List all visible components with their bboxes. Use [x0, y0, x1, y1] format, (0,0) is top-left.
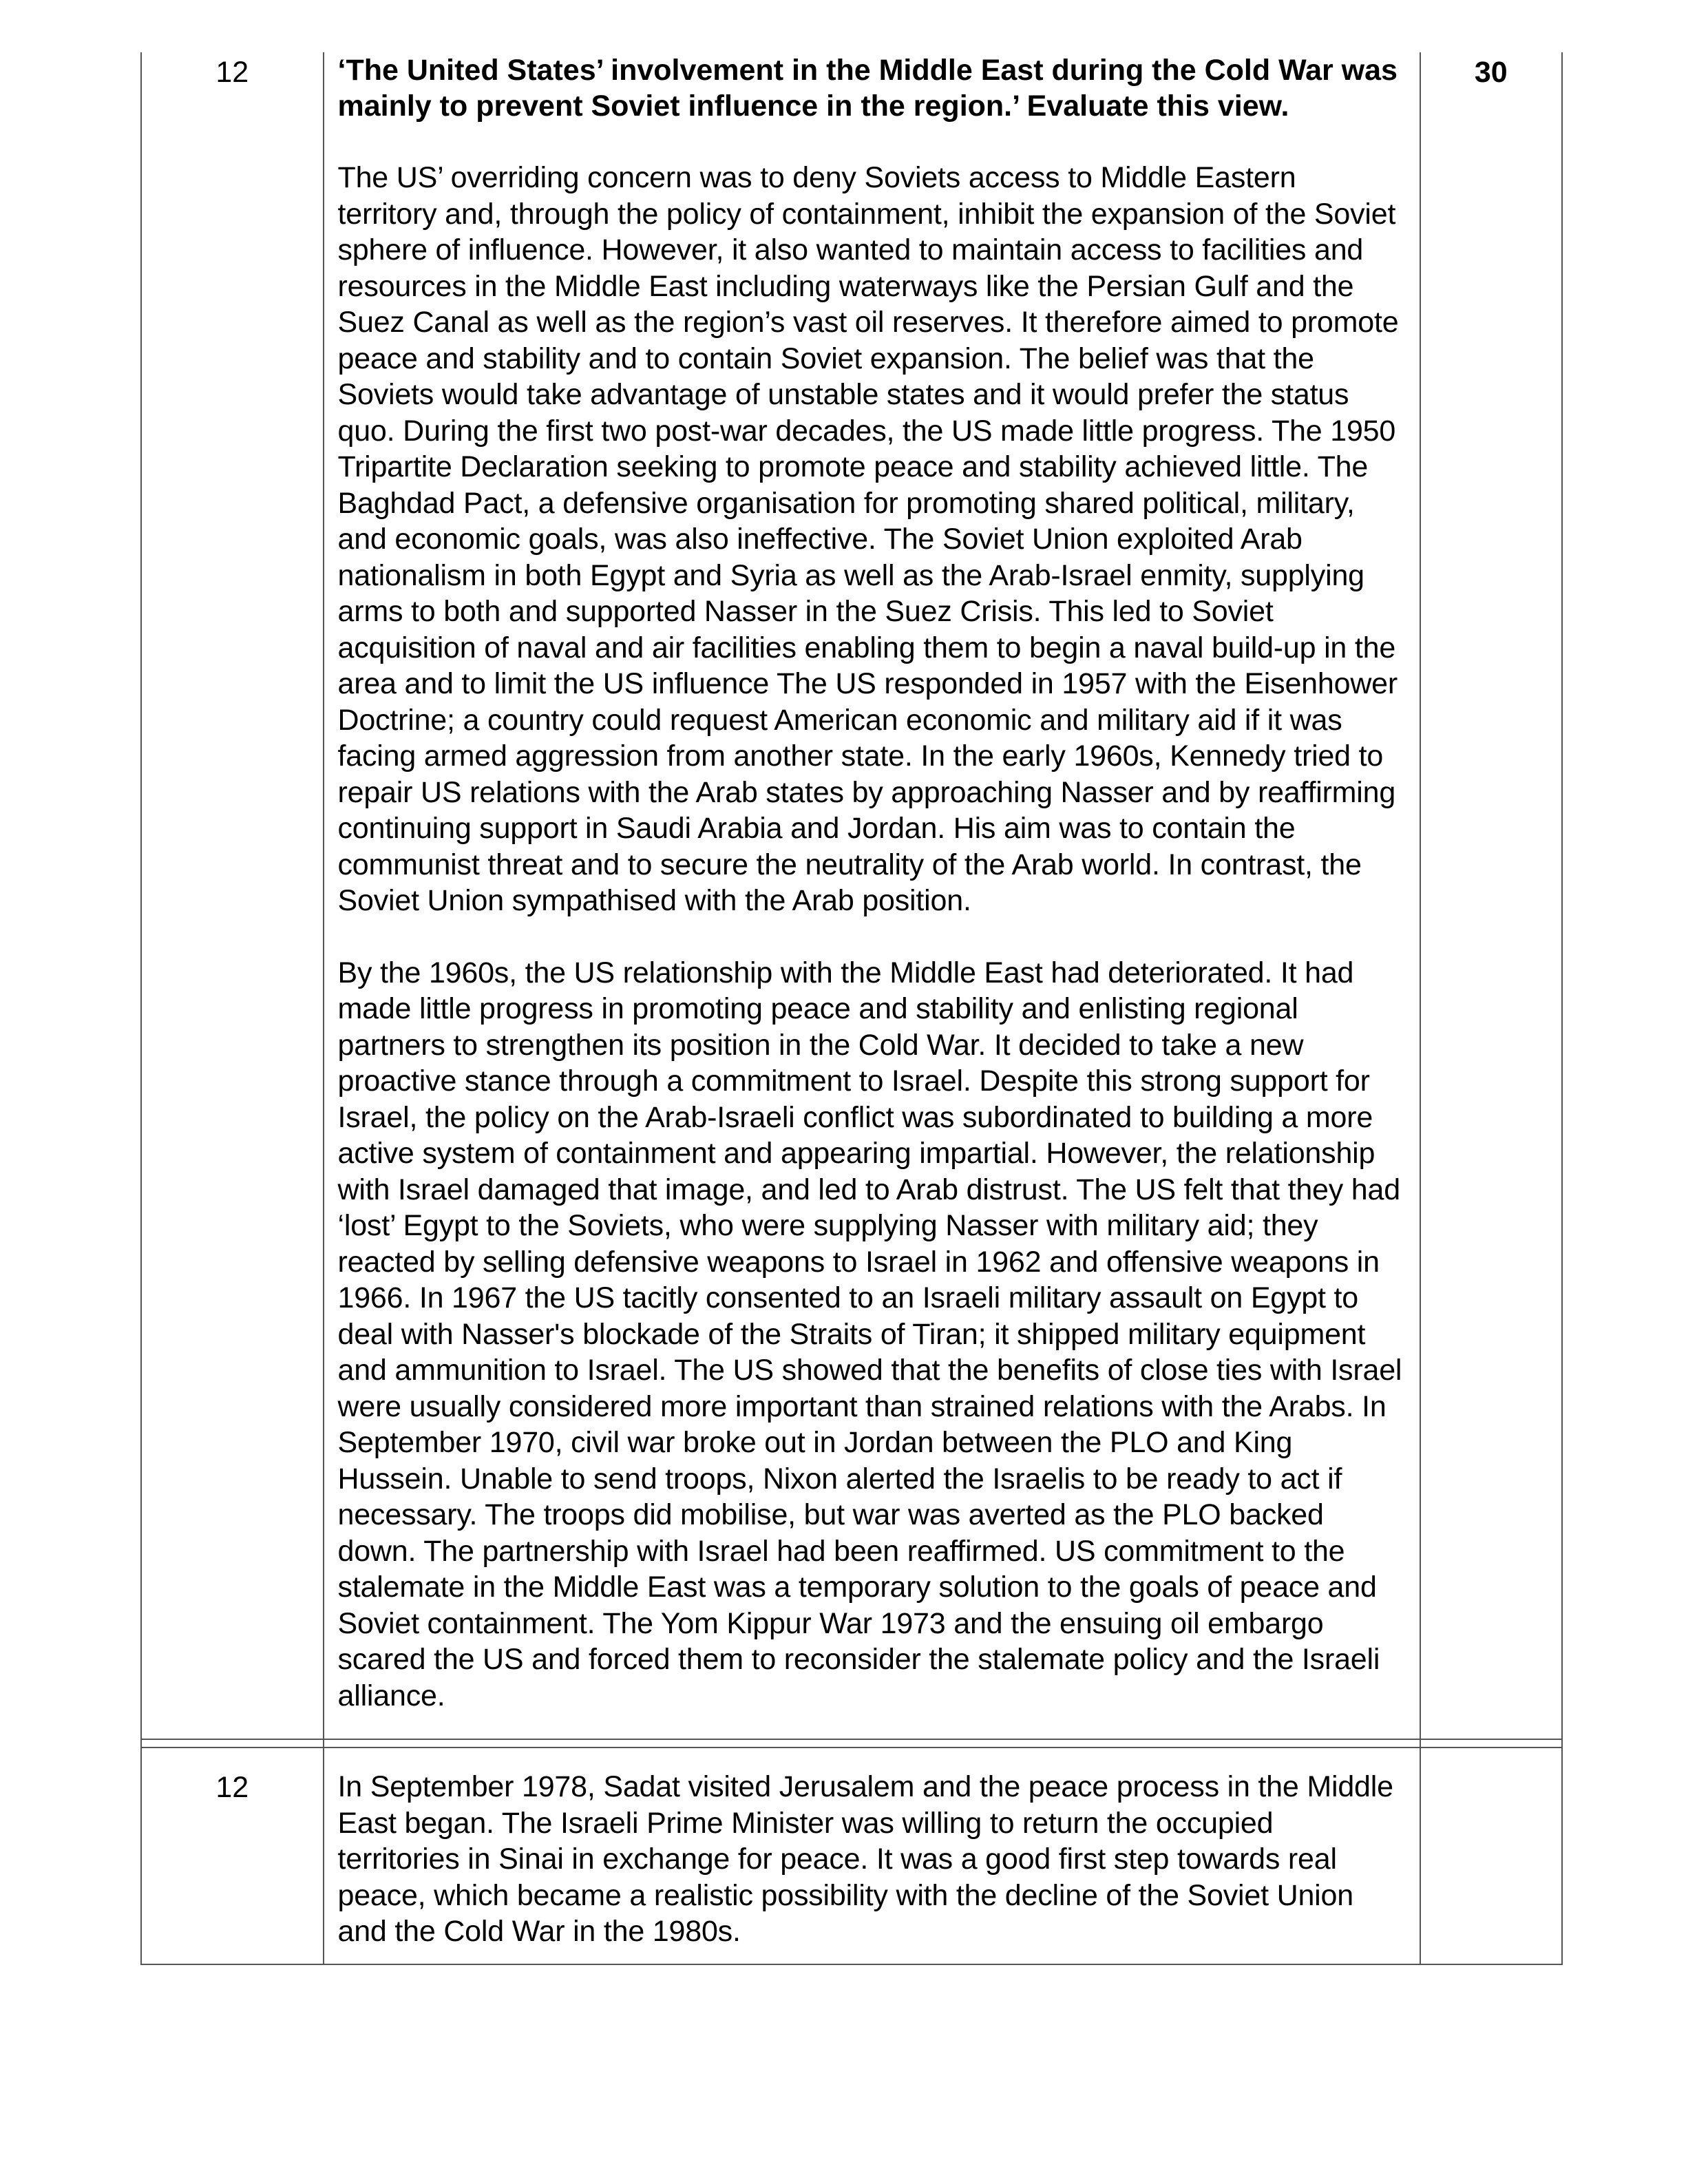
question-number: 12	[215, 1771, 249, 1804]
question-number-cell	[141, 52, 324, 1739]
answer-paragraph: In September 1978, Sadat visited Jerusalem and the peace process in the Middle East began. The Israeli Prime Minister was willing to return the occupied territories in Sinai in exchange for peace. It was a good first step towards real peace, which became a realistic possibility with the decline of the Soviet Union and the Cold War in the 1980s.	[337, 1770, 1393, 1948]
separator-cell	[324, 1739, 1420, 1748]
answer-cell	[324, 52, 1420, 1739]
question-number: 12	[215, 56, 249, 89]
separator-cell	[1420, 1739, 1562, 1748]
answer-paragraph: By the 1960s, the US relationship with the Middle East had deteriorated. It had made little progress in promoting peace and stability and enlisting regional partners to strengthen its position in the Cold War. It decided to take a new proactive stance through a commitment to Israel. Despite this strong support for Israel, the policy on the Arab-Israeli conflict was subordinated to building a more active system of containment and appearing impartial. However, the relationship with Israel damaged that image, and led to Arab distrust. The US felt that they had ‘lost’ Egypt to the Soviets, who were supplying Nasser with military aid; they reacted by selling defensive weapons to Israel in 1962 and offensive weapons in 1966. In 1967 the US tacitly consented to an Israeli military assault on Egypt to deal with Nasser's blockade of the Straits of Tiran; it shipped military equipment and ammunition to Israel. The US showed that the benefits of close ties with Israel were usually considered more important than strained relations with the Arabs. In September 1970, civil war broke out in Jordan between the PLO and King Hussein. Unable to send troops, Nixon alerted the Israelis to be ready to act if necessary. The troops did mobilise, but war was averted as the PLO backed down. The partnership with Israel had been reaffirmed. US commitment to the stalemate in the Middle East was a temporary solution to the goals of peace and Soviet containment. The Yom Kippur War 1973 and the ensuing oil embargo scared the US and forced them to reconsider the stalemate policy and the Israeli alliance.	[337, 956, 1402, 1712]
answer-cell	[324, 1748, 1420, 1964]
answer-paragraph: The US’ overriding concern was to deny Soviets access to Middle Eastern territory and, through the policy of containment, inhibit the expansion of the Soviet sphere of influence. However, it also wanted to maintain access to facilities and resources in the Middle East including waterways like the Persian Gulf and the Suez Canal as well as the region’s vast oil reserves. It therefore aimed to promote peace and stability and to contain Soviet expansion. The belief was that the Soviets would take advantage of unstable states and it would prefer the status quo. During the first two post-war decades, the US made little progress. The 1950 Tripartite Declaration seeking to promote peace and stability achieved little. The Baghdad Pact, a defensive organisation for promoting shared political, military, and economic goals, was also ineffective. The Soviet Union exploited Arab nationalism in both Egypt and Syria as well as the Arab-Israel enmity, supplying arms to both and supported Nasser in the Suez Crisis. This led to Soviet acquisition of naval and air facilities enabling them to begin a naval build-up in the area and to limit the US influence The US responded in 1957 with the Eisenhower Doctrine; a country could request American economic and military aid if it was facing armed aggression from another state. In the early 1960s, Kennedy tried to repair US relations with the Arab states by approaching Nasser and by reaffirming continuing support in Saudi Arabia and Jordan. His aim was to contain the communist threat and to secure the neutrality of the Arab world. In contrast, the Soviet Union sympathised with the Arab position.	[337, 161, 1399, 917]
table-row	[141, 1748, 1562, 1964]
row-separator	[141, 1739, 1562, 1748]
question-number-cell	[141, 1748, 324, 1964]
mark-scheme-table	[140, 52, 1563, 1965]
marks-cell	[1420, 1748, 1562, 1964]
marks-value: 30	[1474, 56, 1508, 89]
table-row	[141, 52, 1562, 1739]
question-text: ‘The United States’ involvement in the Middle East during the Cold War was mainly to prevent Soviet influence in the region.’ Evaluate this view.	[337, 54, 1398, 123]
separator-cell	[141, 1739, 324, 1748]
marks-cell	[1420, 52, 1562, 1739]
